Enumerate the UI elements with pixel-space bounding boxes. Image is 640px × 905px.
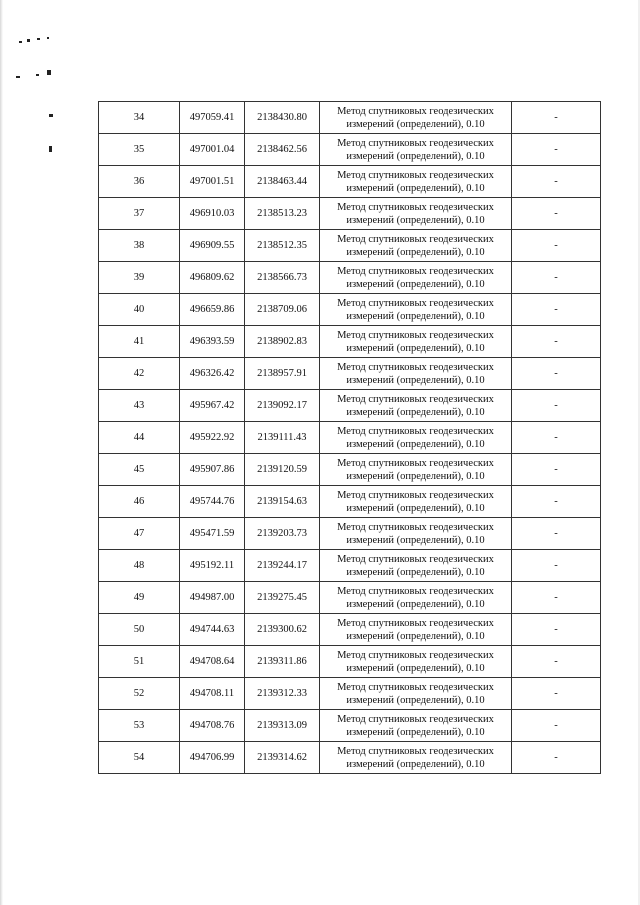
coordinate-y: 2138902.83 xyxy=(245,326,320,358)
note-cell: - xyxy=(512,678,601,710)
coordinate-x: 496326.42 xyxy=(180,358,245,390)
method-text-line2: измерений (определений), 0.10 xyxy=(346,598,485,610)
scan-edge xyxy=(0,0,3,905)
method-text-line2: измерений (определений), 0.10 xyxy=(346,566,485,578)
coordinate-y: 2138430.80 xyxy=(245,102,320,134)
method-text-line1: Метод спутниковых геодезических xyxy=(337,233,494,245)
table-row xyxy=(99,518,601,550)
point-number: 39 xyxy=(99,262,180,294)
method-text-line1: Метод спутниковых геодезических xyxy=(337,649,494,661)
point-number: 45 xyxy=(99,454,180,486)
table-row xyxy=(99,166,601,198)
method-text-line2: измерений (определений), 0.10 xyxy=(346,342,485,354)
method-cell xyxy=(320,646,512,678)
method-text-line1: Метод спутниковых геодезических xyxy=(337,201,494,213)
method-cell xyxy=(320,710,512,742)
method-text-line2: измерений (определений), 0.10 xyxy=(346,758,485,770)
method-text-line1: Метод спутниковых геодезических xyxy=(337,329,494,341)
table-row xyxy=(99,230,601,262)
point-number: 46 xyxy=(99,486,180,518)
method-text-line2: измерений (определений), 0.10 xyxy=(346,406,485,418)
scan-mark xyxy=(36,74,39,76)
note-cell: - xyxy=(512,358,601,390)
method-text-line2: измерений (определений), 0.10 xyxy=(346,534,485,546)
coordinate-y: 2139311.86 xyxy=(245,646,320,678)
method-cell xyxy=(320,422,512,454)
scan-mark xyxy=(49,114,53,117)
method-cell xyxy=(320,326,512,358)
coordinate-x: 494708.64 xyxy=(180,646,245,678)
coordinate-x: 494744.63 xyxy=(180,614,245,646)
point-number: 37 xyxy=(99,198,180,230)
point-number: 40 xyxy=(99,294,180,326)
scan-mark xyxy=(37,38,40,40)
method-text-line1: Метод спутниковых геодезических xyxy=(337,617,494,629)
method-cell xyxy=(320,358,512,390)
point-number: 34 xyxy=(99,102,180,134)
method-cell xyxy=(320,742,512,774)
coordinate-x: 496393.59 xyxy=(180,326,245,358)
coordinate-x: 495192.11 xyxy=(180,550,245,582)
point-number: 47 xyxy=(99,518,180,550)
method-text-line1: Метод спутниковых геодезических xyxy=(337,553,494,565)
coordinate-x: 496910.03 xyxy=(180,198,245,230)
table-row xyxy=(99,358,601,390)
method-text-line1: Метод спутниковых геодезических xyxy=(337,361,494,373)
point-number: 44 xyxy=(99,422,180,454)
method-cell xyxy=(320,518,512,550)
note-cell: - xyxy=(512,390,601,422)
method-text-line1: Метод спутниковых геодезических xyxy=(337,425,494,437)
method-cell xyxy=(320,166,512,198)
scan-mark xyxy=(47,37,49,39)
coordinate-y: 2138513.23 xyxy=(245,198,320,230)
point-number: 35 xyxy=(99,134,180,166)
method-cell xyxy=(320,390,512,422)
method-cell xyxy=(320,582,512,614)
table-row xyxy=(99,614,601,646)
point-number: 48 xyxy=(99,550,180,582)
method-text-line2: измерений (определений), 0.10 xyxy=(346,726,485,738)
coordinate-y: 2139275.45 xyxy=(245,582,320,614)
coordinate-y: 2138512.35 xyxy=(245,230,320,262)
table-row xyxy=(99,326,601,358)
point-number: 49 xyxy=(99,582,180,614)
note-cell: - xyxy=(512,582,601,614)
coordinate-y: 2139300.62 xyxy=(245,614,320,646)
method-text-line2: измерений (определений), 0.10 xyxy=(346,150,485,162)
coordinate-y: 2139111.43 xyxy=(245,422,320,454)
method-cell xyxy=(320,678,512,710)
note-cell: - xyxy=(512,614,601,646)
method-cell xyxy=(320,454,512,486)
note-cell: - xyxy=(512,742,601,774)
method-text-line2: измерений (определений), 0.10 xyxy=(346,694,485,706)
coordinate-x: 495471.59 xyxy=(180,518,245,550)
method-text-line1: Метод спутниковых геодезических xyxy=(337,393,494,405)
method-text-line1: Метод спутниковых геодезических xyxy=(337,297,494,309)
method-cell xyxy=(320,550,512,582)
method-text-line1: Метод спутниковых геодезических xyxy=(337,713,494,725)
table-row xyxy=(99,710,601,742)
point-number: 38 xyxy=(99,230,180,262)
coordinate-x: 497001.51 xyxy=(180,166,245,198)
coordinate-x: 496809.62 xyxy=(180,262,245,294)
method-cell xyxy=(320,198,512,230)
scan-mark xyxy=(47,70,51,75)
note-cell: - xyxy=(512,454,601,486)
method-cell xyxy=(320,230,512,262)
method-text-line2: измерений (определений), 0.10 xyxy=(346,662,485,674)
method-cell xyxy=(320,262,512,294)
point-number: 53 xyxy=(99,710,180,742)
point-number: 43 xyxy=(99,390,180,422)
coordinate-y: 2138566.73 xyxy=(245,262,320,294)
method-text-line2: измерений (определений), 0.10 xyxy=(346,182,485,194)
method-text-line1: Метод спутниковых геодезических xyxy=(337,585,494,597)
table-row xyxy=(99,678,601,710)
method-text-line2: измерений (определений), 0.10 xyxy=(346,310,485,322)
method-text-line2: измерений (определений), 0.10 xyxy=(346,438,485,450)
coordinate-y: 2138462.56 xyxy=(245,134,320,166)
method-cell xyxy=(320,134,512,166)
table-row xyxy=(99,102,601,134)
table-row xyxy=(99,486,601,518)
point-number: 51 xyxy=(99,646,180,678)
coordinate-y: 2139203.73 xyxy=(245,518,320,550)
table-row xyxy=(99,742,601,774)
point-number: 36 xyxy=(99,166,180,198)
table-row xyxy=(99,294,601,326)
method-cell xyxy=(320,486,512,518)
method-text-line2: измерений (определений), 0.10 xyxy=(346,374,485,386)
coordinate-x: 494708.11 xyxy=(180,678,245,710)
coordinate-y: 2139120.59 xyxy=(245,454,320,486)
table-row xyxy=(99,262,601,294)
note-cell: - xyxy=(512,518,601,550)
coordinate-y: 2139154.63 xyxy=(245,486,320,518)
coordinate-y: 2139314.62 xyxy=(245,742,320,774)
note-cell: - xyxy=(512,646,601,678)
coordinate-y: 2139092.17 xyxy=(245,390,320,422)
method-text-line1: Метод спутниковых геодезических xyxy=(337,681,494,693)
coordinate-x: 494706.99 xyxy=(180,742,245,774)
table-row xyxy=(99,550,601,582)
scan-mark xyxy=(49,146,52,152)
coordinate-x: 494987.00 xyxy=(180,582,245,614)
coordinates-table xyxy=(98,101,601,774)
method-text-line1: Метод спутниковых геодезических xyxy=(337,137,494,149)
method-text-line1: Метод спутниковых геодезических xyxy=(337,489,494,501)
point-number: 54 xyxy=(99,742,180,774)
note-cell: - xyxy=(512,486,601,518)
point-number: 52 xyxy=(99,678,180,710)
coordinate-y: 2139244.17 xyxy=(245,550,320,582)
method-text-line2: измерений (определений), 0.10 xyxy=(346,470,485,482)
note-cell: - xyxy=(512,326,601,358)
method-cell xyxy=(320,294,512,326)
coordinate-y: 2138957.91 xyxy=(245,358,320,390)
coordinate-y: 2139312.33 xyxy=(245,678,320,710)
note-cell: - xyxy=(512,550,601,582)
coordinate-y: 2138709.06 xyxy=(245,294,320,326)
note-cell: - xyxy=(512,134,601,166)
coordinate-x: 495967.42 xyxy=(180,390,245,422)
coordinate-x: 496909.55 xyxy=(180,230,245,262)
coordinate-x: 497059.41 xyxy=(180,102,245,134)
table-row xyxy=(99,390,601,422)
note-cell: - xyxy=(512,262,601,294)
method-cell xyxy=(320,102,512,134)
table-row xyxy=(99,198,601,230)
method-text-line2: измерений (определений), 0.10 xyxy=(346,278,485,290)
method-cell xyxy=(320,614,512,646)
coordinate-x: 495744.76 xyxy=(180,486,245,518)
method-text-line2: измерений (определений), 0.10 xyxy=(346,246,485,258)
method-text-line1: Метод спутниковых геодезических xyxy=(337,265,494,277)
scan-mark xyxy=(16,76,20,78)
coordinate-x: 495907.86 xyxy=(180,454,245,486)
coordinate-x: 495922.92 xyxy=(180,422,245,454)
table-row xyxy=(99,582,601,614)
point-number: 50 xyxy=(99,614,180,646)
coordinate-y: 2138463.44 xyxy=(245,166,320,198)
point-number: 42 xyxy=(99,358,180,390)
method-text-line2: измерений (определений), 0.10 xyxy=(346,502,485,514)
method-text-line1: Метод спутниковых геодезических xyxy=(337,745,494,757)
note-cell: - xyxy=(512,102,601,134)
note-cell: - xyxy=(512,230,601,262)
method-text-line1: Метод спутниковых геодезических xyxy=(337,457,494,469)
scan-mark xyxy=(27,39,30,42)
method-text-line1: Метод спутниковых геодезических xyxy=(337,521,494,533)
method-text-line2: измерений (определений), 0.10 xyxy=(346,118,485,130)
coordinates-table-body xyxy=(99,102,601,774)
note-cell: - xyxy=(512,710,601,742)
coordinate-y: 2139313.09 xyxy=(245,710,320,742)
coordinate-x: 496659.86 xyxy=(180,294,245,326)
method-text-line2: измерений (определений), 0.10 xyxy=(346,214,485,226)
method-text-line1: Метод спутниковых геодезических xyxy=(337,105,494,117)
method-text-line2: измерений (определений), 0.10 xyxy=(346,630,485,642)
note-cell: - xyxy=(512,422,601,454)
coordinate-x: 494708.76 xyxy=(180,710,245,742)
table-row xyxy=(99,134,601,166)
note-cell: - xyxy=(512,198,601,230)
table-row xyxy=(99,646,601,678)
note-cell: - xyxy=(512,294,601,326)
point-number: 41 xyxy=(99,326,180,358)
coordinate-x: 497001.04 xyxy=(180,134,245,166)
scan-mark xyxy=(19,41,22,43)
table-row xyxy=(99,422,601,454)
method-text-line1: Метод спутниковых геодезических xyxy=(337,169,494,181)
table-row xyxy=(99,454,601,486)
note-cell: - xyxy=(512,166,601,198)
